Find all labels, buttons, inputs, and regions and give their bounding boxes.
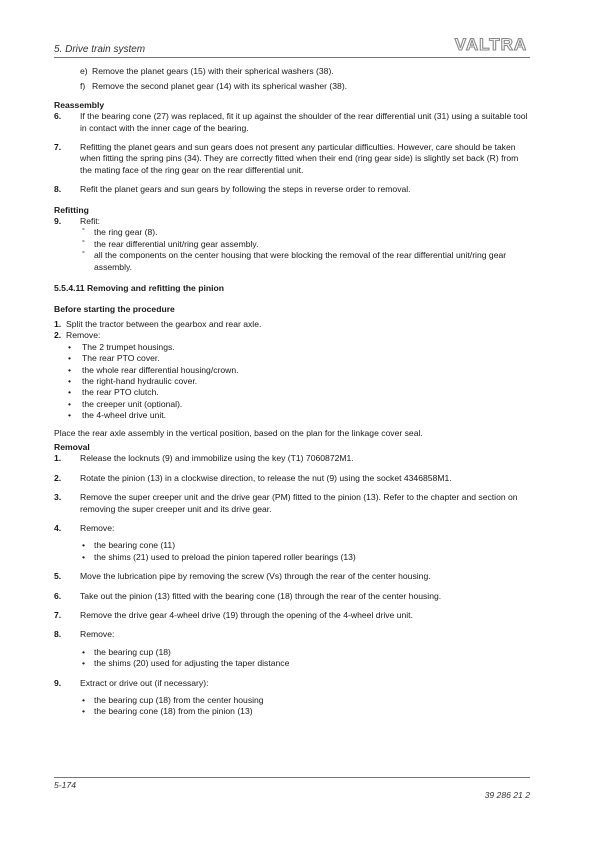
refit-item-text: the rear differential unit/ring gear assembly. (94, 238, 259, 249)
step-number: 3. (54, 492, 62, 503)
remove-item (54, 376, 530, 387)
removal-step-6 (54, 591, 530, 602)
bullet-icon: • (82, 646, 86, 657)
step-text: Refitting the planet gears and sun gears does not present any particular difficulties. However, care should be taken when fitting the spring pins (34). They are correctly fitted when their end (ring gear side) is slightly set back (R) from the mating face of the ring gear on the rear differential unit. (80, 142, 519, 175)
step-number: 9. (54, 677, 62, 688)
step-text: Refit the planet gears and sun gears by following the steps in reverse order to removal. (80, 184, 411, 195)
remove-item-text: the creeper unit (optional). (82, 398, 183, 409)
step-number: 7. (54, 142, 62, 153)
remove-item-text: The 2 trumpet housings. (82, 341, 175, 352)
step-text: Split the tractor between the gearbox and rear axle. (66, 318, 262, 329)
removal-item-text: the bearing cup (18) (94, 646, 171, 657)
removal-item-text: the shims (20) used for adjusting the taper distance (94, 658, 290, 669)
step-number: 7. (54, 610, 62, 621)
remove-item (54, 342, 530, 353)
step-text: Remove: (66, 330, 101, 341)
bullet-icon: • (68, 364, 72, 375)
removal-step-5 (54, 571, 530, 582)
removal-step-8 (54, 629, 530, 640)
remove-item-text: the 4-wheel drive unit. (82, 410, 167, 421)
reassembly-step-8 (54, 184, 530, 195)
remove-item (54, 365, 530, 376)
removal-step-7 (54, 610, 530, 621)
step-text: Remove: (80, 523, 115, 533)
step-number: 8. (54, 184, 62, 195)
removal-item (54, 540, 530, 551)
step-number: 6. (54, 590, 62, 601)
step-text: Remove: (80, 629, 115, 640)
reassembly-step-6 (54, 111, 530, 134)
bullet-icon: • (68, 410, 72, 421)
chapter-header: 5. Drive train system (54, 44, 146, 55)
section-title: 5.5.4.11 Removing and refitting the pinion (54, 283, 224, 294)
degree-bullet-icon: ° (82, 251, 85, 259)
removal-item (54, 552, 530, 563)
step-number: 1. (54, 318, 62, 329)
substep-text: Remove the second planet gear (14) with its spherical washer (38). (92, 81, 348, 92)
remove-item-text: the right-hand hydraulic cover. (82, 375, 198, 386)
bullet-icon: • (68, 353, 72, 364)
step-number: 5. (54, 571, 62, 582)
page-content (54, 66, 530, 718)
removal-step-9 (54, 678, 530, 689)
bullet-icon: • (82, 695, 86, 706)
step-number: 2. (54, 472, 62, 483)
removal-item (54, 658, 530, 669)
remove-item (54, 399, 530, 410)
step-number: 2. (54, 330, 62, 341)
substep-letter: f) (80, 81, 86, 92)
remove-item-text: the rear PTO clutch. (82, 387, 159, 398)
removal-item-text: the shims (21) used to preload the pinion tapered roller bearings (13) (94, 551, 356, 562)
bullet-icon: • (68, 398, 72, 409)
step-text: Refit: (80, 216, 101, 227)
removal-item-text: the bearing cone (18) from the pinion (13) (94, 706, 253, 717)
removal-item (54, 647, 530, 658)
refitting-step-9 (54, 216, 530, 227)
valtra-logo (452, 34, 530, 54)
step-text: If the bearing cone (27) was replaced, fit it up against the shoulder of the rear differential unit (31) using a suitable tool in contact with the inner cage of the bearing. (80, 111, 528, 133)
removal-step-4 (54, 523, 530, 534)
page-number: 5-174 (54, 780, 76, 790)
step-number: 1. (54, 453, 62, 464)
reassembly-step-7 (54, 142, 530, 176)
remove-item (54, 387, 530, 398)
document-number: 39 286 21 2 (484, 790, 530, 800)
degree-bullet-icon: ° (82, 239, 85, 247)
refit-item (54, 250, 530, 273)
substep-f (54, 81, 530, 92)
refitting-heading: Refitting (54, 204, 89, 215)
remove-item (54, 353, 530, 364)
bullet-icon: • (68, 387, 72, 398)
svg-text:VALTRA: VALTRA (454, 35, 528, 54)
substep-e (54, 66, 530, 77)
footer-rule (54, 777, 530, 778)
step-text: Move the lubrication pipe by removing the screw (Vs) through the rear of the center housing. (80, 571, 431, 582)
removal-item (54, 695, 530, 706)
bullet-icon: • (82, 551, 86, 562)
bullet-icon: • (68, 341, 72, 352)
step-text: Remove the drive gear 4-wheel drive (19) through the opening of the 4-wheel drive unit. (80, 610, 413, 621)
bullet-icon: • (82, 540, 86, 551)
substep-text: Remove the planet gears (15) with their spherical washers (38). (92, 66, 334, 76)
step-number: 9. (54, 216, 62, 227)
substep-letter: e) (80, 66, 88, 76)
removal-step-3 (54, 492, 530, 515)
before-heading: Before starting the procedure (54, 303, 175, 314)
step-text: Remove the super creeper unit and the drive gear (PM) fitted to the pinion (13). Refer to the chapter and section on removing the super creeper unit and its drive gear. (80, 492, 518, 514)
refit-item (54, 227, 530, 238)
before-step-1 (54, 319, 530, 330)
refit-item (54, 239, 530, 250)
step-number: 8. (54, 629, 62, 640)
removal-heading: Removal (54, 441, 90, 452)
removal-step-2 (54, 473, 530, 484)
degree-bullet-icon: ° (82, 228, 85, 236)
removal-item-text: the bearing cup (18) from the center housing (94, 695, 264, 706)
refit-item-text: all the components on the center housing that were blocking the removal of the rear differential unit/ring gear assembly. (94, 250, 507, 272)
reassembly-heading: Reassembly (54, 99, 105, 110)
step-text: Rotate the pinion (13) in a clockwise direction, to release the nut (9) using the socket 4346858M1. (80, 472, 452, 483)
bullet-icon: • (82, 658, 86, 669)
step-number: 6. (54, 111, 62, 122)
header-rule (54, 57, 530, 58)
step-text: Take out the pinion (13) fitted with the bearing cone (18) through the rear of the center housing. (80, 590, 442, 601)
step-text: Release the locknuts (9) and immobilize using the key (T1) 7060872M1. (80, 453, 354, 464)
remove-item-text: the whole rear differential housing/crown. (82, 364, 239, 375)
remove-item-text: The rear PTO cover. (82, 353, 160, 364)
place-instruction: Place the rear axle assembly in the vertical position, based on the plan for the linkage cover seal. (54, 427, 423, 438)
bullet-icon: • (68, 375, 72, 386)
before-step-2 (54, 330, 530, 341)
remove-item (54, 410, 530, 421)
step-text: Extract or drive out (if necessary): (80, 677, 209, 688)
removal-item (54, 706, 530, 717)
removal-step-1 (54, 453, 530, 464)
refit-item-text: the ring gear (8). (94, 227, 158, 238)
removal-item-text: the bearing cone (11) (94, 540, 176, 551)
step-number: 4. (54, 523, 62, 533)
bullet-icon: • (82, 706, 86, 717)
